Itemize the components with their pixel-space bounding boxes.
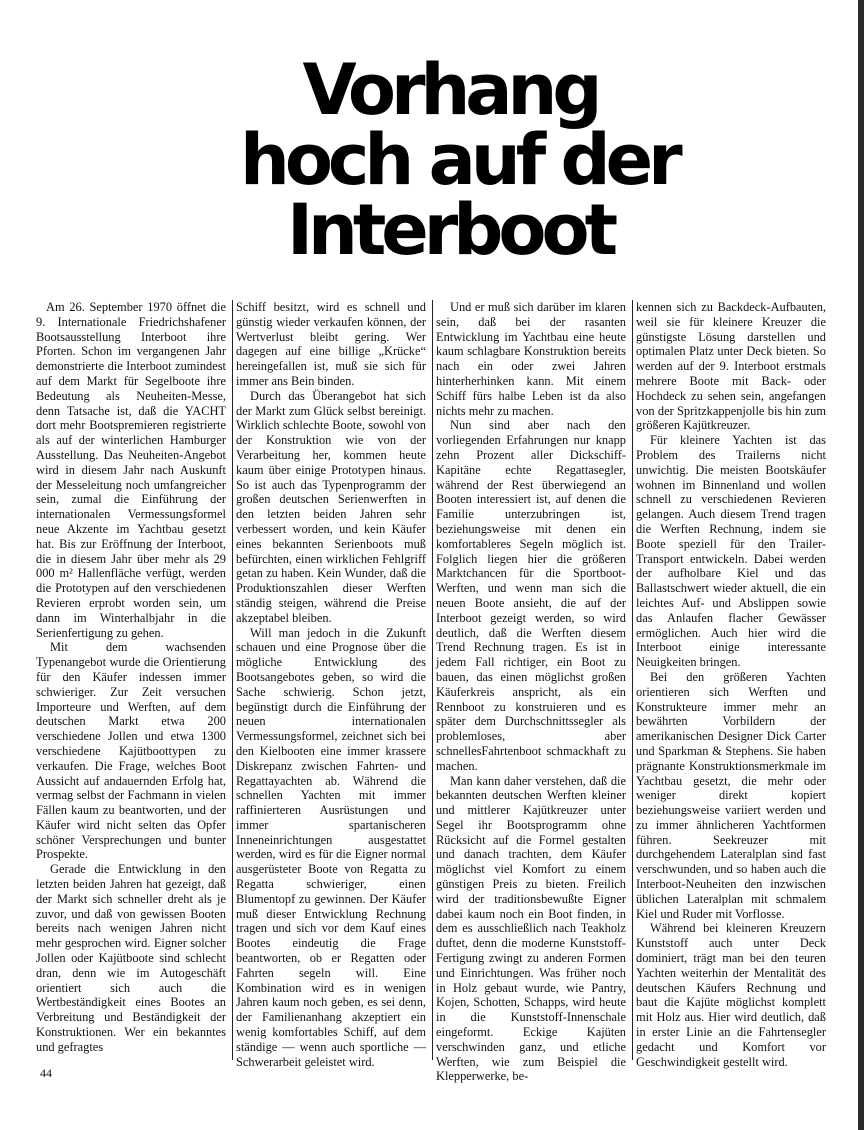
paragraph: Mit dem wachsenden Typenangebot wurde die Orientierung für den Käufer indessen immer schwieriger. Zur Zeit versuchen Importeure und Werften, auf dem deutschen Markt etwa 200 verschiedene Jollen und etwa 1300 verschiedene Kajütboottypen zu verkaufen. Die Frage, welches Boot Aussicht auf andauernden Erfolg hat, vermag selbst der Fachmann in vielen Fällen kaum zu beantworten, und der Käufer wird nicht selten das Opfer schöner Versprechungen und bunter Prospekte.: [36, 640, 226, 862]
paragraph: Am 26. September 1970 öffnet die 9. Internationale Friedrichshafener Bootsausstellung Interboot ihre Pforten. Schon im vergangenen Jahr demonstrierte die Interboot zumindest auf dem Markt für Segelboote ihre Bedeutung als Neuheiten-Messe, denn Tatsache ist, daß die YACHT dort mehr Bootspremieren registrierte als auf der winterlichen Hamburger Ausstellung. Das Neuheiten-Angebot wird in diesem Jahr nach Auskunft der Messeleitung noch umfangreicher sein, zumal die Einführung der internationalen Vermessungsformel neue Akzente im Yachtbau gesetzt hat. Bis zur Eröffnung der Interboot, die in diesem Jahr über mehr als 29 000 m² Hallenfläche verfügt, werden die Prototypen auf den verschiedenen Revieren erprobt worden sein, um dann im Winterhalbjahr in die Serienfertigung zu gehen.: [36, 300, 226, 640]
column-divider: [432, 300, 433, 1060]
paragraph: Und er muß sich darüber im klaren sein, daß bei der rasanten Entwicklung im Yachtbau eine heute kaum schlagbare Konstruktion bereits nach ein oder zwei Jahren hinterherhinken kann. Mit einem Schiff fürs halbe Leben ist da also nichts mehr zu machen.: [436, 300, 626, 418]
paragraph: Durch das Überangebot hat sich der Markt zum Glück selbst bereinigt. Wirklich schlechte Boote, sowohl von der Konstruktion wie von der Verarbeitung her, kommen heute kaum über einige Prototypen hinaus. So ist auch das Typenprogramm der großen deutschen Serienwerften in den letzten beiden Jahren sehr verbessert worden, und kein Käufer eines bekannten Serienboots muß befürchten, einen wirklichen Fehlgriff getan zu haben. Kein Wunder, daß die Produktionszahlen dieser Werften ständig steigen, während die Preise akzeptabel bleiben.: [236, 388, 426, 625]
paragraph: kennen sich zu Backdeck-Aufbauten, weil sie für kleinere Kreuzer die günstigste Lösung darstellen und optimalen Platz unter Deck bieten. So werden auf der 9. Interboot erstmals mehrere Boote mit Back- oder Hochdeck zu sehen sein, angefangen von der Spritzkappenjolle bis hin zum größeren Kajütkreuzer.: [636, 300, 826, 433]
paragraph: Gerade die Entwicklung in den letzten beiden Jahren hat gezeigt, daß der Markt sich schneller dreht als je zuvor, und daß von gewissen Booten bereits nach wenigen Jahren nicht mehr gesprochen wird. Eigner solcher Jollen oder Kajütboote sind schlecht dran, denn wie im Autogeschäft orientiert sich auch die Wertbeständigkeit eines Bootes an Verbreitung und Beständigkeit der Konstruktionen. Wer ein bekanntes und gefragtes: [36, 862, 226, 1054]
paragraph: Man kann daher verstehen, daß die bekannten deutschen Werften kleiner und mittlerer Kajütkreuzer unter Segel ihr Bootsprogramm ohne Rücksicht auf die Formel gestalten und danach trachten, dem Käufer möglichst viel Komfort zu einem günstigen Preis zu bieten. Freilich wird der traditionsbewußte Eigner dabei kaum noch ein Boot finden, in dem es ausschließlich nach Teakholz duftet, denn die moderne Kunststoff-Fertigung zwingt zu anderen Formen und Einrichtungen. Was früher noch in Holz gebaut wurde, wie Pantry, Kojen, Schotten, Schapps, wird heute in die Kunststoff-Innenschale eingeformt. Eckige Kajüten verschwinden ganz, und etliche Werften, wie zum Beispiel die Klepperwerke, be-: [436, 773, 626, 1084]
page-number: 44: [40, 1066, 52, 1080]
column-3: [436, 300, 626, 1084]
paragraph: Bei den größeren Yachten orientieren sich Werften und Konstrukteure immer mehr an bewährten Vorbildern der amerikanischen Designer Dick Carter und Sparkman & Stephens. Sie haben prägnante Konstruktionsmerkmale im Yachtbau gesetzt, die mehr oder weniger direkt kopiert beziehungsweise variiert werden und zu immer ähnlicheren Yachtformen führen. Seekreuzer mit durchgehendem Lateralplan sind fast verschwunden, und so haben auch die Interboot-Neuheiten den inzwischen üblichen Lateralplan mit schmalem Kiel und Ruder mit Vorflosse.: [636, 669, 826, 921]
page-edge: [858, 0, 864, 1130]
column-divider: [232, 300, 233, 1060]
paragraph: Nun sind aber nach den vorliegenden Erfahrungen nur knapp zehn Prozent aller Dickschiff-Kapitäne echte Regattasegler, während der Rest überwiegend an Booten interessiert ist, auf denen die Familie unterzubringen ist, beziehungsweise mit denen ein komfortableres Segeln möglich ist. Folglich liegen hier die größeren Marktchancen für die Sportboot-Werften, und wenn man sich die neuen Boote ansieht, die auf der Interboot gezeigt werden, so wird deutlich, daß die Werften diesem Trend Rechnung tragen. Es ist in jedem Fall richtiger, ein Boot zu bauen, das einen möglichst großen Käuferkreis anspricht, als ein Rennboot zu konstruieren und es später dem Durchschnittssegler als problemloses, aber schnellesFahrtenboot schmackhaft zu machen.: [436, 418, 626, 773]
paragraph: Will man jedoch in die Zukunft schauen und eine Prognose über die mögliche Entwicklung des Bootsangebotes geben, so wird die Sache schwierig. Schon jetzt, begünstigt durch die Einführung der neuen internationalen Vermessungsformel, zeichnet sich bei den Kielbooten eine immer krassere Diskrepanz zwischen Fahrten- und Regattayachten ab. Während die schnellen Yachten mit immer raffinierteren Ausrüstungen und immer spartanischeren Inneneinrichtungen ausgestattet werden, wird es für die Eigner normal ausgerüsteter Boote von Regatta zu Regatta schwieriger, einen Blumentopf zu gewinnen. Der Käufer muß dieser Entwicklung Rechnung tragen und sich vor dem Kauf eines Bootes eindeutig die Frage beantworten, ob er Regatten oder Fahrten segeln will. Eine Kombination wird es in wenigen Jahren kaum noch geben, es sei denn, der Familienanhang akzeptiert ein wenig komfortables Schiff, auf dem ständige — wenn auch sportliche — Schwerarbeit geleistet wird.: [236, 625, 426, 1069]
headline-line-3: Interboot: [286, 189, 614, 271]
headline: [240, 49, 678, 271]
column-2: [236, 300, 426, 1069]
paragraph: Für kleinere Yachten ist das Problem des Trailerns nicht unwichtig. Die meisten Bootskäufer wohnen im Binnenland und wollen schnell zu verschiedenen Revieren gelangen. Auch diesem Trend tragen die Werften Rechnung, indem sie Boote speziell für den Trailer-Transport entwickeln. Dabei werden der aufholbare Kiel und das Ballastschwert wieder aktuell, die ein leichtes Auf- und Abslippen sowie das Anlaufen flacher Gewässer ermöglichen. Auch hier wird die Interboot einige interessante Neuigkeiten bringen.: [636, 433, 826, 670]
column-divider: [632, 300, 633, 1060]
column-4: [636, 300, 826, 1069]
column-1: [36, 300, 226, 1060]
headline-line-2: hoch auf der: [240, 119, 678, 201]
headline-line-1: Vorhang: [302, 49, 598, 131]
paragraph: Während bei kleineren Kreuzern Kunststoff auch unter Deck dominiert, trägt man bei den teuren Yachten weiterhin der Mentalität des deutschen Käufers Rechnung und baut die Kajüte möglichst komplett mit Holz aus. Hier wird deutlich, daß in erster Linie an die Fahrtensegler gedacht und Komfort vor Geschwindigkeit gestellt wird.: [636, 921, 826, 1069]
paragraph: Schiff besitzt, wird es schnell und günstig wieder verkaufen können, der Wertverlust bleibt gering. Wer dagegen auf eine billige „Krücke“ hereingefallen ist, muß sie sich für immer ans Bein binden.: [236, 300, 426, 388]
